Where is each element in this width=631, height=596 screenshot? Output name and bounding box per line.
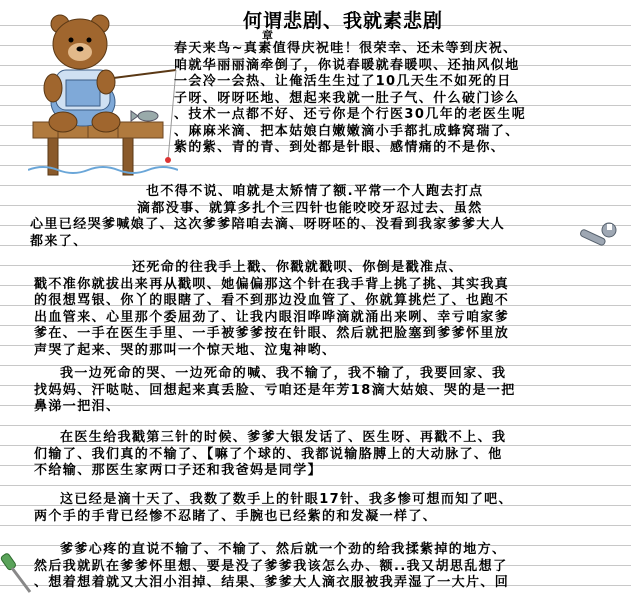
text-line: 这已经是滴十天了、我数了数手上的针眼17针、我多惨可想而知了吧、: [60, 492, 513, 507]
paragraph-2: [30, 184, 506, 250]
text-line: 的很想骂银、你丫的眼瞎了、看不到那边没血管了、你就算挑烂了、也跑不: [34, 293, 510, 308]
text-line: 紫的紫、青的青、到处都是针眼、感情痛的不是你、: [174, 140, 506, 155]
text-line: 爹爹心疼的直说不输了、不输了、然后就一个劲的给我揉紫掉的地方、: [60, 542, 507, 557]
paragraph-1: [174, 41, 526, 157]
fishing-teddy-bear-illustration: [28, 10, 178, 180]
text-line: 也不得不说、咱就是太矫情了额.平常一个人跑去打点: [146, 184, 484, 199]
text-line: 出血管来、心里那个委屈劲了、让我内眼泪哗哗滴就涌出来咧、幸亏咱家爹: [34, 309, 510, 325]
text-line: 子呀、呀呀呸地、想起来我就一肚子气、什么破门诊么: [174, 90, 520, 106]
text-line: 我一边死命的哭、一边死命的喊、我不输了，我不输了，我要回家、我: [60, 366, 507, 381]
text-line: 们输了、我们真的不输了、【嘛了个球的、我都说输胳膊上的大动脉了、他: [34, 446, 503, 462]
text-line: 两个手的手背已经惨不忍睹了、手腕也已经紫的和发凝一样了、: [34, 508, 438, 524]
paragraph-6: [34, 492, 513, 525]
stray-character: 章: [262, 29, 273, 42]
text-line: 戳不准你就拔出来再从戳呗、她偏偏那这个针在我手背上挑了挑、其实我真: [34, 276, 510, 292]
paragraph-7: [34, 542, 509, 592]
text-line: 、麻麻米滴、把本姑娘白嫩嫩滴小手都扎成蜂窝瑞了、: [174, 123, 520, 139]
text-line: 在医生给我戳第三针的时候、爹爹大银发话了、医生呀、再戳不上、我: [60, 430, 507, 445]
text-line: 滴都没事、就算多扎个三四针也能咬咬牙忍过去、虽然: [137, 200, 483, 216]
text-line: 、想着想着就又大泪小泪掉、结果、爹爹大人滴衣服被我弄湿了一大片、回: [34, 575, 510, 590]
text-line: 春天来鸟~真素值得庆祝哇！很荣幸、还未等到庆祝、: [174, 41, 518, 56]
text-line: 、技术一点都不好、还亏你是个行医30几年的老医生呢: [174, 107, 527, 122]
text-line: 都来了、: [30, 233, 88, 249]
text-line: 还死命的往我手上戳、你戳就戳呗、你倒是戳准点、: [132, 260, 464, 275]
text-line: 找妈妈、汗哒哒、回想起来真丢脸、亏咱还是年芳18滴大姑娘、哭的是一把: [34, 382, 516, 398]
text-line: 声哭了起来、哭的那叫一个惊天地、泣鬼神哟、: [34, 342, 337, 358]
text-line: 心里已经哭爹喊娘了、这次爹爹陪咱去滴、呀呀呸的、没看到我家爹爹大人: [30, 217, 506, 232]
text-line: 一会冷一会热、让俺活生生过了10几天生不如死的日: [174, 74, 512, 89]
text-line: 不给输、那医生家两口子还和我爸妈是同学】: [34, 463, 323, 478]
text-line: 爹在、一手在医生手里、一手被爹爹按在针眼、然后就把脸塞到爹爹怀里放: [34, 326, 510, 341]
text-line: 咱就华丽丽滴牵倒了，你说春暖就春暖呗、还抽风似地: [174, 57, 520, 73]
paragraph-4: [34, 366, 516, 416]
screwdriver-icon: [0, 548, 34, 596]
wrench-icon: [578, 220, 618, 254]
text-line: 然后我就趴在爹爹怀里想、要是没了爹爹我该怎么办、额..我又胡思乱想了: [34, 558, 508, 574]
post-title: 何谓悲剧、我就素悲剧: [243, 10, 444, 32]
paragraph-5: [34, 430, 506, 480]
text-line: 鼻涕一把泪、: [34, 399, 121, 414]
paragraph-3: [34, 260, 510, 359]
